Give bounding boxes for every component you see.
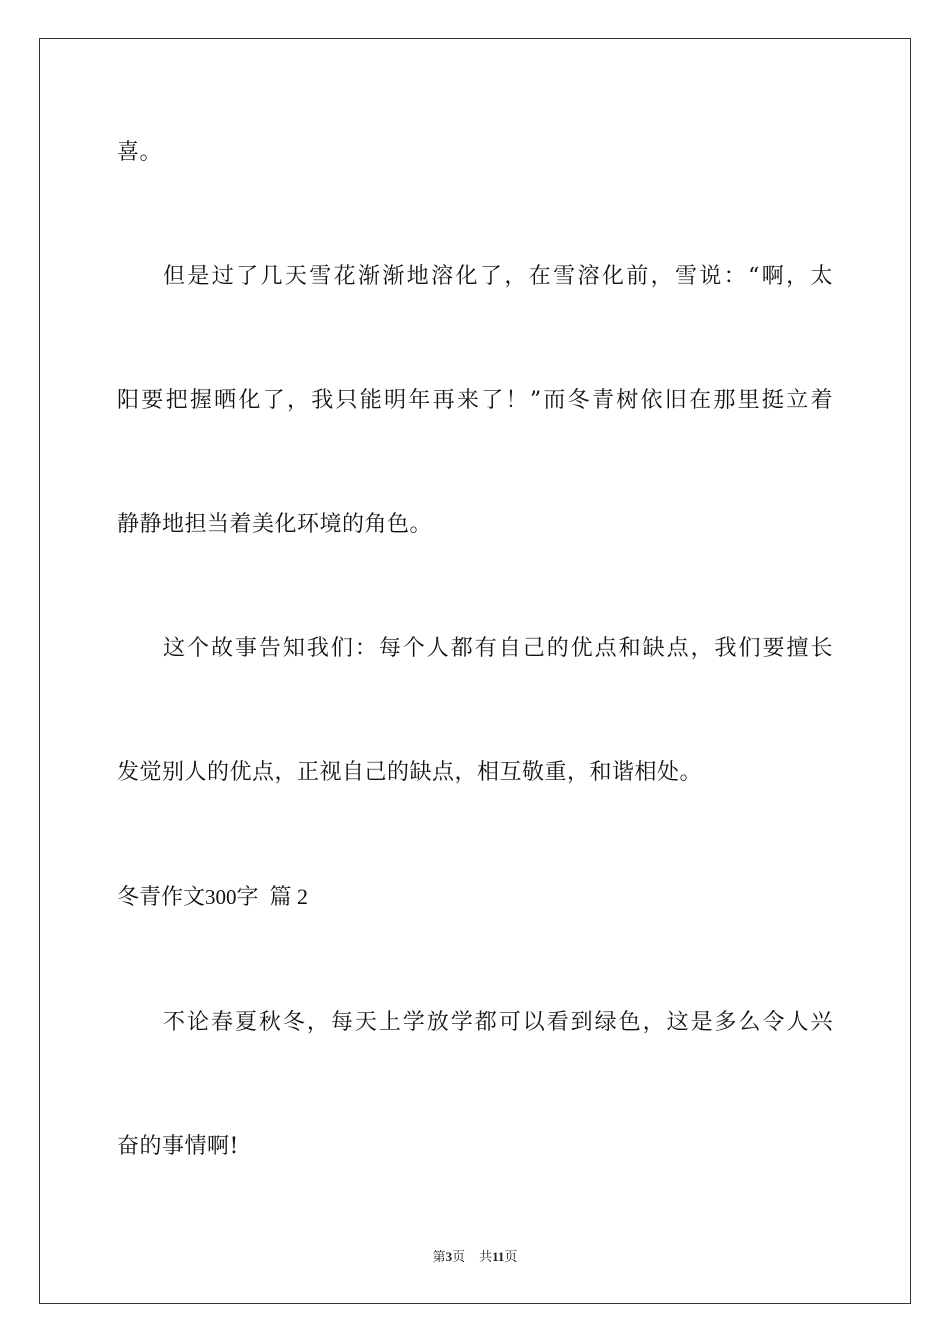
footer-total-suffix: 页 <box>504 1249 518 1264</box>
paragraph-line: 这个故事告知我们：每个人都有自己的优点和缺点，我们要擅长 <box>163 636 833 661</box>
footer-page-prefix: 第 <box>432 1249 446 1264</box>
paragraph-line: 喜。 <box>117 140 163 165</box>
heading-prefix: 冬青作文 <box>117 884 206 909</box>
paragraph-line: 奋的事情啊! <box>117 1134 239 1159</box>
page-footer <box>0 1248 950 1266</box>
paragraph-line: 不论春夏秋冬，每天上学放学都可以看到绿色，这是多么令人兴 <box>163 1010 833 1035</box>
heading-number: 300 <box>205 885 237 909</box>
paragraph-line: 但是过了几天雪花渐渐地溶化了，在雪溶化前，雪说：“啊，太 <box>163 264 833 289</box>
footer-total-number: 11 <box>492 1249 505 1264</box>
footer-page-suffix: 页 <box>452 1249 466 1264</box>
footer-total-prefix: 共 <box>479 1249 493 1264</box>
paragraph-line: 静静地担当着美化环境的角色。 <box>117 512 433 537</box>
footer-page-number: 3 <box>445 1249 453 1264</box>
section-heading <box>117 882 308 912</box>
page-border <box>39 38 911 1304</box>
paragraph-line: 阳要把握晒化了，我只能明年再来了！”而冬青树依旧在那里挺立着 <box>117 388 833 413</box>
paragraph-line: 发觉别人的优点，正视自己的缺点，相互敬重，和谐相处。 <box>117 760 703 785</box>
heading-suffix: 字 篇 2 <box>236 884 309 909</box>
